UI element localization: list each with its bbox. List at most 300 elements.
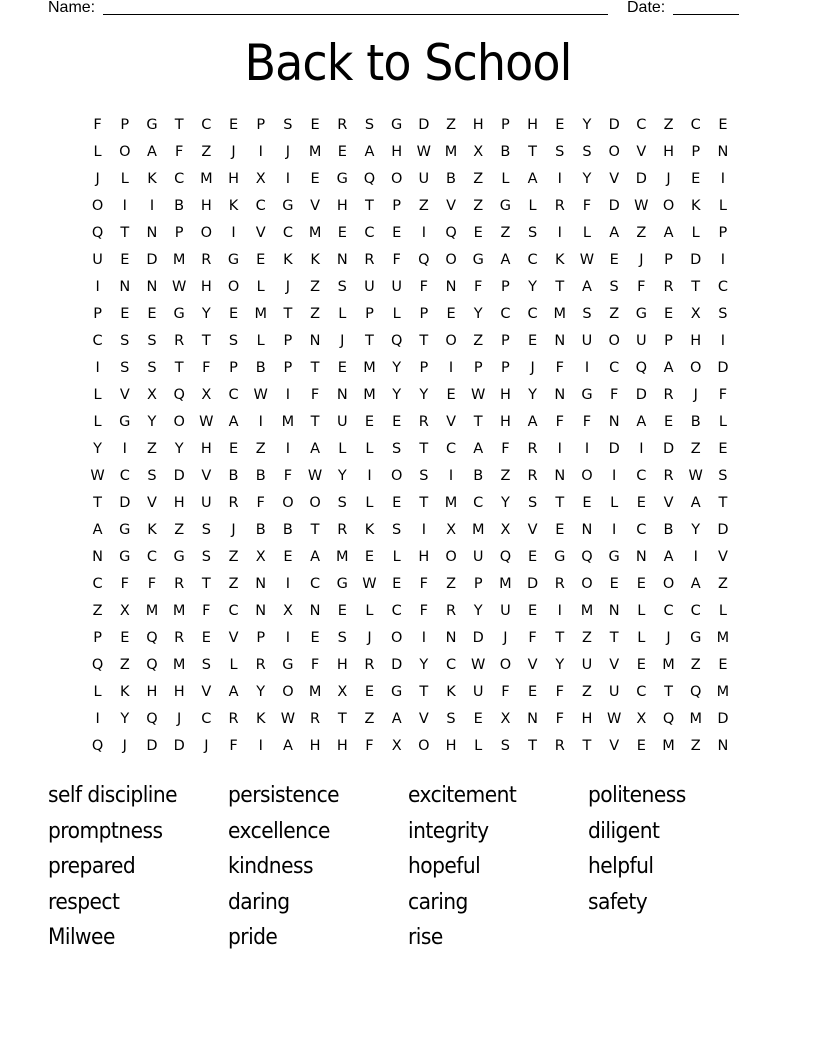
grid-letter: A — [663, 225, 674, 241]
grid-letter: G — [282, 657, 294, 673]
grid-letter: Q — [146, 630, 158, 646]
grid-letter: E — [718, 117, 728, 133]
grid-letter: C — [717, 279, 728, 295]
grid-letter: M — [172, 252, 186, 268]
grid-letter: L — [365, 441, 374, 457]
grid-letter: C — [636, 684, 647, 700]
grid-letter: P — [473, 360, 483, 376]
grid-letter: P — [473, 576, 483, 592]
grid-letter: E — [528, 333, 538, 349]
grid-letter: C — [282, 225, 293, 241]
grid-letter: R — [174, 630, 185, 646]
grid-letter: W — [416, 144, 432, 160]
word-list-item: caring — [408, 889, 468, 915]
grid-letter: V — [663, 495, 674, 511]
grid-letter: M — [308, 144, 322, 160]
grid-letter: Z — [609, 306, 620, 322]
grid-letter: N — [146, 225, 158, 241]
grid-letter: O — [119, 144, 131, 160]
grid-letter: S — [555, 144, 565, 160]
grid-letter: H — [309, 738, 321, 754]
grid-letter: M — [580, 603, 594, 619]
grid-letter: C — [364, 225, 375, 241]
grid-letter: O — [390, 630, 403, 646]
grid-letter: F — [256, 495, 265, 511]
grid-letter: M — [200, 171, 213, 187]
grid-letter: D — [472, 630, 484, 646]
grid-letter: O — [608, 144, 620, 160]
grid-letter: A — [391, 711, 402, 727]
grid-letter: N — [581, 522, 593, 538]
grid-letter: T — [555, 630, 565, 646]
grid-letter: T — [365, 198, 374, 214]
grid-letter: S — [201, 657, 211, 673]
word-list-item: Milwee — [48, 925, 115, 950]
grid-row — [84, 193, 737, 220]
grid-letter: C — [310, 576, 321, 592]
grid-letter: W — [606, 711, 622, 727]
grid-letter: Y — [555, 657, 565, 673]
grid-letter: S — [201, 549, 211, 565]
grid-letter: K — [120, 684, 130, 700]
grid-row — [84, 706, 737, 733]
grid-letter: Z — [717, 576, 728, 592]
page-title: Back to School — [244, 34, 572, 92]
grid-letter: F — [419, 603, 429, 619]
word-list-item: persistence — [228, 783, 340, 808]
grid-letter: E — [555, 522, 565, 538]
grid-letter: O — [282, 684, 294, 700]
grid-letter: C — [445, 441, 457, 457]
grid-letter: Y — [337, 468, 347, 484]
grid-letter: M — [363, 360, 376, 376]
grid-row — [84, 139, 737, 166]
grid-letter: F — [93, 117, 102, 133]
grid-letter: L — [528, 198, 537, 214]
grid-letter: S — [147, 333, 157, 349]
grid-letter: Q — [363, 171, 376, 187]
grid-letter: E — [528, 684, 538, 700]
grid-letter: M — [363, 387, 376, 403]
grid-letter: N — [336, 387, 348, 403]
name-label: Name: — [48, 0, 96, 16]
grid-letter: N — [445, 279, 457, 295]
grid-letter: P — [664, 333, 673, 349]
grid-letter: G — [391, 684, 403, 700]
grid-letter: E — [310, 117, 320, 133]
grid-letter: T — [310, 522, 320, 538]
grid-letter: W — [688, 468, 703, 484]
grid-letter: V — [310, 198, 321, 214]
grid-letter: Z — [636, 225, 647, 241]
grid-letter: T — [337, 711, 347, 727]
grid-letter: B — [446, 171, 456, 187]
grid-letter: T — [419, 495, 429, 511]
grid-letter: E — [364, 684, 375, 700]
grid-letter: F — [365, 738, 374, 754]
grid-letter: I — [584, 441, 590, 457]
grid-letter: E — [228, 306, 239, 322]
grid-letter: A — [310, 441, 321, 457]
grid-letter: D — [146, 252, 158, 268]
grid-letter: K — [147, 522, 157, 538]
grid-letter: A — [690, 576, 701, 592]
grid-letter: N — [608, 603, 620, 619]
grid-letter: O — [418, 738, 430, 754]
grid-letter: E — [392, 225, 402, 241]
grid-letter: A — [310, 549, 321, 565]
grid-letter: F — [555, 711, 564, 727]
grid-letter: T — [419, 441, 429, 457]
grid-letter: E — [392, 414, 402, 430]
grid-letter: Q — [499, 549, 512, 565]
grid-letter: T — [201, 333, 211, 349]
grid-letter: J — [204, 738, 209, 754]
grid-letter: T — [718, 495, 728, 511]
grid-letter: X — [282, 603, 293, 619]
grid-letter: C — [228, 387, 239, 403]
grid-letter: Y — [93, 441, 103, 457]
grid-letter: I — [448, 468, 454, 484]
grid-letter: H — [336, 657, 348, 673]
grid-row — [84, 274, 737, 301]
grid-letter: R — [554, 576, 565, 592]
word-list-item: daring — [228, 889, 290, 915]
grid-row — [84, 544, 737, 571]
grid-letter: G — [472, 252, 484, 268]
grid-letter: L — [256, 333, 265, 349]
grid-letter: B — [255, 468, 266, 484]
grid-row — [84, 625, 737, 652]
grid-letter: L — [637, 630, 646, 646]
grid-letter: X — [255, 171, 266, 187]
grid-letter: S — [147, 360, 157, 376]
grid-letter: O — [445, 333, 457, 349]
grid-letter: C — [146, 549, 158, 565]
grid-letter: D — [173, 738, 185, 754]
grid-letter: L — [637, 603, 646, 619]
grid-letter: E — [201, 630, 211, 646]
grid-letter: O — [445, 549, 457, 565]
grid-letter: Y — [500, 495, 510, 511]
word-list-item: helpful — [588, 854, 654, 879]
grid-letter: L — [229, 657, 238, 673]
grid-letter: G — [336, 576, 348, 592]
grid-letter: E — [636, 576, 646, 592]
grid-letter: Y — [392, 387, 402, 403]
grid-letter: T — [473, 414, 483, 430]
grid-letter: L — [392, 306, 401, 322]
grid-letter: R — [527, 468, 538, 484]
grid-letter: L — [718, 603, 727, 619]
grid-letter: Q — [91, 225, 104, 241]
word-list-item: rise — [408, 925, 443, 950]
grid-letter: K — [310, 252, 320, 268]
grid-letter: J — [503, 630, 508, 646]
grid-letter: H — [228, 171, 239, 187]
grid-letter: N — [554, 387, 566, 403]
grid-letter: F — [229, 738, 238, 754]
grid-letter: E — [337, 360, 347, 376]
grid-letter: E — [337, 225, 347, 241]
grid-letter: O — [662, 576, 675, 592]
grid-letter: I — [285, 387, 291, 403]
grid-letter: R — [310, 711, 321, 727]
grid-letter: K — [364, 522, 375, 538]
grid-letter: I — [285, 576, 291, 592]
grid-letter: U — [391, 279, 402, 295]
grid-letter: C — [391, 603, 402, 619]
grid-letter: P — [501, 333, 510, 349]
grid-letter: P — [283, 360, 293, 376]
grid-letter: F — [609, 387, 619, 403]
grid-letter: Y — [256, 684, 266, 700]
grid-letter: H — [499, 414, 511, 430]
grid-letter: E — [609, 252, 619, 268]
grid-letter: O — [91, 198, 104, 214]
grid-letter: Z — [500, 468, 511, 484]
grid-letter: S — [500, 738, 511, 754]
grid-letter: H — [336, 738, 348, 754]
grid-letter: Y — [419, 387, 429, 403]
date-field-line — [673, 14, 739, 15]
grid-letter: X — [446, 522, 456, 538]
grid-letter: M — [172, 603, 186, 619]
grid-row — [84, 355, 737, 382]
grid-letter: M — [553, 306, 567, 322]
grid-letter: J — [639, 252, 644, 268]
grid-letter: E — [228, 117, 239, 133]
grid-letter: N — [255, 603, 267, 619]
grid-letter: N — [336, 252, 348, 268]
grid-letter: J — [177, 711, 182, 727]
grid-letter: Q — [690, 684, 702, 700]
grid-letter: N — [608, 414, 620, 430]
grid-letter: R — [364, 657, 375, 673]
grid-letter: Q — [662, 711, 675, 727]
grid-letter: P — [93, 306, 102, 322]
word-list-item: safety — [588, 889, 648, 915]
grid-letter: H — [499, 387, 511, 403]
grid-letter: V — [201, 468, 212, 484]
grid-letter: N — [119, 279, 131, 295]
grid-letter: U — [608, 684, 620, 700]
grid-letter: I — [122, 441, 127, 457]
grid-row — [84, 112, 737, 139]
grid-letter: S — [120, 333, 130, 349]
grid-letter: C — [690, 603, 701, 619]
grid-letter: Z — [473, 171, 484, 187]
grid-letter: C — [473, 495, 484, 511]
grid-letter: I — [557, 603, 562, 619]
grid-letter: E — [636, 657, 646, 673]
grid-letter: C — [228, 603, 239, 619]
grid-letter: V — [119, 387, 130, 403]
grid-letter: Z — [147, 441, 157, 457]
grid-letter: X — [391, 738, 402, 754]
grid-letter: T — [664, 684, 673, 700]
grid-letter: F — [637, 279, 646, 295]
grid-letter: Q — [418, 252, 430, 268]
grid-letter: A — [147, 144, 157, 160]
word-list-item: politeness — [588, 783, 686, 808]
grid-letter: K — [690, 198, 701, 214]
grid-letter: T — [201, 576, 211, 592]
grid-letter: B — [255, 522, 266, 538]
grid-letter: O — [227, 279, 240, 295]
grid-letter: X — [201, 387, 212, 403]
grid-letter: S — [147, 468, 157, 484]
grid-letter: J — [367, 630, 372, 646]
grid-letter: X — [500, 711, 511, 727]
grid-letter: E — [636, 738, 646, 754]
grid-row — [84, 328, 737, 355]
grid-letter: X — [500, 522, 511, 538]
grid-letter: E — [446, 306, 456, 322]
grid-letter: V — [255, 225, 266, 241]
grid-letter: A — [609, 225, 620, 241]
grid-letter: C — [174, 171, 185, 187]
grid-letter: R — [663, 279, 674, 295]
grid-letter: O — [282, 495, 294, 511]
grid-letter: I — [639, 441, 644, 457]
grid-letter: E — [364, 549, 375, 565]
grid-letter: U — [201, 495, 212, 511]
grid-letter: P — [93, 630, 102, 646]
grid-letter: B — [255, 360, 266, 376]
grid-letter: R — [663, 387, 674, 403]
word-search-grid — [84, 112, 737, 760]
grid-letter: A — [663, 549, 674, 565]
grid-letter: W — [362, 576, 377, 592]
grid-letter: I — [258, 414, 263, 430]
header — [48, 0, 748, 20]
grid-letter: Z — [364, 711, 375, 727]
grid-row — [84, 463, 737, 490]
grid-letter: L — [501, 171, 510, 187]
grid-letter: H — [391, 144, 403, 160]
grid-letter: R — [174, 576, 185, 592]
grid-letter: F — [555, 414, 564, 430]
grid-letter: J — [285, 279, 291, 295]
grid-letter: T — [174, 117, 184, 133]
grid-letter: L — [120, 171, 129, 187]
grid-letter: M — [254, 306, 267, 322]
grid-letter: I — [95, 711, 100, 727]
grid-letter: M — [444, 144, 458, 160]
grid-letter: M — [471, 522, 485, 538]
grid-letter: V — [527, 522, 538, 538]
grid-letter: H — [173, 684, 185, 700]
grid-letter: S — [120, 360, 130, 376]
grid-letter: I — [557, 441, 562, 457]
grid-letter: V — [609, 657, 620, 673]
grid-letter: F — [310, 657, 320, 673]
grid-letter: E — [609, 576, 619, 592]
grid-letter: K — [446, 684, 456, 700]
grid-letter: P — [664, 252, 673, 268]
grid-letter: Q — [91, 738, 104, 754]
grid-letter: V — [446, 198, 456, 214]
grid-letter: T — [691, 279, 701, 295]
grid-letter: C — [255, 198, 266, 214]
grid-letter: I — [285, 630, 291, 646]
grid-letter: F — [202, 360, 211, 376]
grid-letter: G — [119, 549, 131, 565]
grid-letter: T — [310, 414, 320, 430]
grid-letter: T — [528, 738, 538, 754]
grid-letter: O — [309, 495, 321, 511]
grid-letter: D — [717, 360, 729, 376]
word-list-item: excitement — [408, 783, 517, 808]
grid-letter: W — [199, 414, 214, 430]
grid-letter: S — [283, 117, 293, 133]
grid-letter: T — [528, 144, 538, 160]
grid-letter: Y — [528, 387, 538, 403]
grid-letter: Z — [310, 306, 321, 322]
grid-letter: C — [92, 576, 103, 592]
grid-letter: H — [336, 198, 348, 214]
grid-letter: I — [612, 468, 617, 484]
grid-letter: B — [282, 522, 293, 538]
grid-letter: T — [365, 333, 374, 349]
grid-letter: W — [579, 252, 595, 268]
grid-letter: P — [718, 225, 728, 241]
grid-letter: H — [581, 711, 593, 727]
grid-letter: C — [636, 468, 647, 484]
grid-letter: Q — [173, 387, 185, 403]
grid-letter: O — [390, 171, 403, 187]
grid-letter: X — [255, 549, 266, 565]
grid-letter: M — [662, 657, 675, 673]
grid-letter: H — [200, 198, 212, 214]
grid-letter: O — [662, 198, 675, 214]
grid-letter: B — [663, 522, 674, 538]
grid-letter: C — [609, 360, 620, 376]
grid-letter: H — [472, 117, 484, 133]
grid-letter: Q — [146, 657, 158, 673]
word-list — [48, 778, 768, 956]
grid-letter: M — [499, 576, 512, 592]
grid-letter: Z — [310, 279, 321, 295]
grid-letter: C — [527, 306, 538, 322]
grid-letter: O — [581, 576, 593, 592]
grid-letter: I — [95, 279, 100, 295]
grid-letter: M — [308, 225, 322, 241]
word-list-item: pride — [228, 925, 278, 950]
grid-letter: T — [419, 333, 429, 349]
grid-letter: D — [717, 711, 729, 727]
grid-letter: U — [472, 684, 484, 700]
grid-letter: V — [418, 711, 429, 727]
grid-letter: M — [716, 684, 730, 700]
grid-letter: X — [337, 684, 348, 700]
grid-letter: I — [122, 198, 127, 214]
grid-letter: E — [392, 495, 402, 511]
grid-letter: I — [285, 171, 291, 187]
grid-letter: R — [663, 468, 674, 484]
grid-letter: P — [229, 360, 238, 376]
grid-letter: U — [581, 657, 593, 673]
grid-letter: Y — [473, 306, 483, 322]
grid-letter: V — [636, 144, 647, 160]
grid-letter: O — [581, 468, 593, 484]
grid-letter: J — [231, 144, 236, 160]
grid-letter: N — [717, 144, 729, 160]
grid-row — [84, 517, 737, 544]
grid-letter: D — [635, 171, 647, 187]
grid-letter: Z — [201, 144, 212, 160]
